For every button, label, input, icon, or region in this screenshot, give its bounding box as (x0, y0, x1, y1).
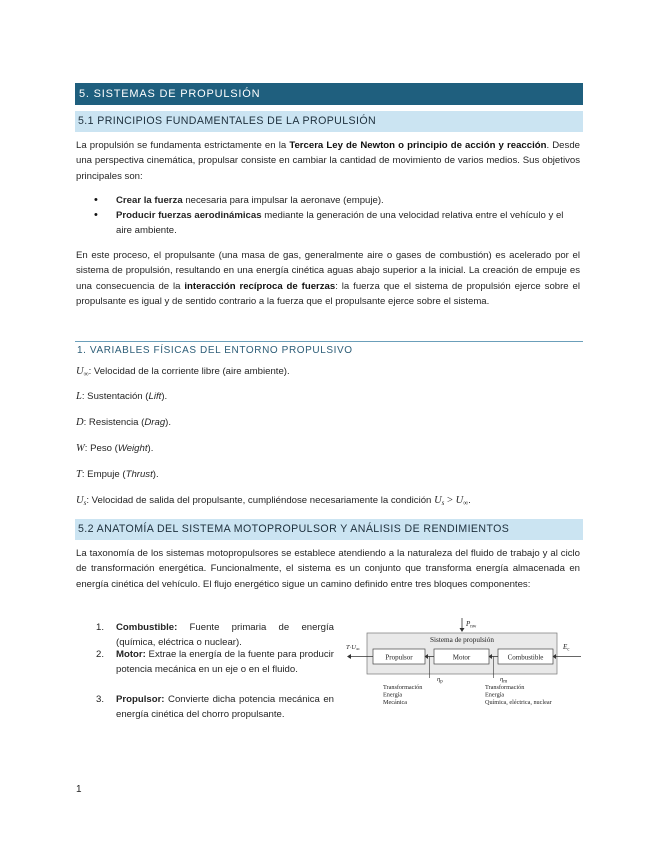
variable-text: : Resistencia ( (83, 417, 145, 428)
variable-english: Drag (144, 417, 166, 428)
para2-bold: interacción recíproca de fuerzas (184, 280, 336, 292)
condition-symbol: U (455, 495, 464, 506)
bullet-text: mediante la generación de una velocidad relativa entre el vehículo y el aire ambiente. (116, 210, 564, 237)
variable-symbol: U (76, 495, 84, 506)
block-propulsor-label: Propulsor (385, 653, 413, 662)
thrust-arrow-head (347, 654, 351, 659)
variable-english: Thrust (125, 469, 153, 480)
condition-symbol: U (434, 495, 442, 506)
variable-end: ). (152, 469, 159, 480)
thrust-label: $T\cdot U_\infty$ (346, 644, 360, 653)
variable-english: Lift (148, 391, 162, 402)
variable-end: . (468, 495, 471, 506)
bullet-text: necesaria para impulsar la aeronave (empuje). (182, 195, 384, 206)
propulsion-paragraph (76, 248, 580, 309)
variable-end: ). (165, 417, 172, 428)
caption-right-line: Energía (485, 691, 505, 699)
list-item-motor (116, 647, 334, 678)
eta-m-label: $\eta_m$ (500, 676, 508, 685)
section-heading-main: 5. SISTEMAS DE PROPULSIÓN (75, 83, 583, 105)
variable-u-inf (76, 365, 290, 381)
intro-text-1: La propulsión se fundamenta estrictamente en la (76, 140, 290, 151)
variable-text: : Sustentación ( (81, 391, 149, 402)
bullet-item (116, 208, 580, 239)
variable-text: : Velocidad de salida del propulsante, cumpliéndose necesariamente la condición (86, 495, 435, 506)
bullet-marker: • (94, 209, 98, 221)
variable-text: : Empuje ( (81, 469, 126, 480)
intro-bold: Tercera Ley de Newton o principio de acción y reacción (289, 140, 547, 151)
list-item-text: Convierte dicha potencia mecánica en energía cinética del chorro propulsante. (116, 694, 334, 721)
caption-left-line: Energía (383, 691, 403, 699)
caption-right-line: Transformación (485, 684, 525, 691)
caption-right-line: Química, eléctrica, nuclear (485, 699, 552, 706)
variable-l (76, 390, 167, 404)
variable-symbol: W (76, 443, 85, 454)
system-label: Sistema de propulsión (430, 636, 494, 644)
condition-subscript: s (441, 499, 445, 507)
list-item-fuel (116, 620, 334, 651)
intro-paragraph (76, 138, 580, 184)
variable-end: ). (161, 391, 168, 402)
variable-subscript: s (83, 499, 87, 507)
variable-text: : Velocidad de la corriente libre (aire ambiente). (88, 366, 290, 377)
list-item-bold: Propulsor: (116, 694, 165, 705)
variable-symbol: T (76, 469, 82, 480)
list-number: 1. (96, 622, 105, 633)
energy-label: $E_c$ (563, 643, 570, 653)
list-item-bold: Motor: (116, 649, 146, 660)
condition-relation: > (444, 495, 456, 506)
caption-left-line: Transformación (383, 684, 423, 691)
section-heading-5-1: 5.1 PRINCIPIOS FUNDAMENTALES DE LA PROPULSIÓN (75, 111, 583, 132)
power-label: $P_{nw}$ (466, 620, 477, 630)
list-number: 3. (96, 694, 105, 705)
list-item-text: Extrae la energía de la fuente para producir potencia mecánica en un eje o en el fluido. (116, 649, 334, 676)
page-number: 1 (76, 784, 82, 795)
variable-d (76, 416, 171, 430)
propulsion-system-diagram (345, 618, 583, 710)
variable-t (76, 468, 159, 482)
para2-text-1: En este proceso, el propulsante (una masa de gas, generalmente aire o gases de combustión) es acelerado por el sistema de propulsión, resultando en una energía cinética aguas abajo superior a la inicial. La creación de empuje es una consecuencia de la (76, 250, 580, 292)
block-motor-label: Motor (452, 653, 471, 662)
variable-end: ). (147, 443, 154, 454)
variable-symbol: D (76, 417, 84, 428)
block-combustible-label: Combustible (507, 653, 544, 662)
variable-symbol: U (76, 366, 84, 377)
anatomy-paragraph: La taxonomía de los sistemas motopropulsores se establece atendiendo a la naturaleza del fluido de trabajo y al ciclo de transformación energética. Funcionalmente, el sistema es un conjunto que transforma energía almacenada en energía cinética del vehículo. El flujo energético sigue un camino definido entre tres bloques componentes: (76, 548, 580, 590)
bullet-bold: Producir fuerzas aerodinámicas (116, 210, 262, 221)
list-item-bold: Combustible: (116, 622, 178, 633)
caption-left-line: Mecánica (383, 699, 408, 706)
variable-english: Weight (117, 443, 148, 454)
variable-subscript: ∞ (83, 370, 89, 378)
variable-symbol: L (76, 391, 82, 402)
power-arrow-head (460, 628, 465, 632)
variable-w (76, 442, 153, 456)
eta-p-label: $\eta_p$ (437, 676, 443, 685)
section-heading-variables: 1. VARIABLES FÍSICAS DEL ENTORNO PROPULSIVO (75, 341, 583, 359)
intro-text-2: . Desde una perspectiva cinemática, propulsar consiste en cambiar la cantidad de movimiento de varios medios. Sus objetivos principales son: (76, 140, 580, 182)
list-item-propulsor (116, 692, 334, 723)
list-number: 2. (96, 649, 105, 660)
bullet-bold: Crear la fuerza (116, 195, 183, 206)
variable-text: : Peso ( (84, 443, 118, 454)
bullet-item (116, 193, 580, 208)
bullet-marker: • (94, 194, 98, 206)
section-heading-5-2: 5.2 ANATOMÍA DEL SISTEMA MOTOPROPULSOR Y ANÁLISIS DE RENDIMIENTOS (75, 519, 583, 540)
condition-subscript: ∞ (463, 499, 469, 507)
variable-u-s (76, 494, 471, 510)
para2-text-2: : la fuerza que el sistema de propulsión ejerce sobre el propulsante es igual y de sentido contrario a la fuerza que el propulsante ejerce sobre el sistema. (76, 280, 580, 307)
list-item-text: Fuente primaria de energía (química, eléctrica o nuclear). (116, 622, 334, 649)
